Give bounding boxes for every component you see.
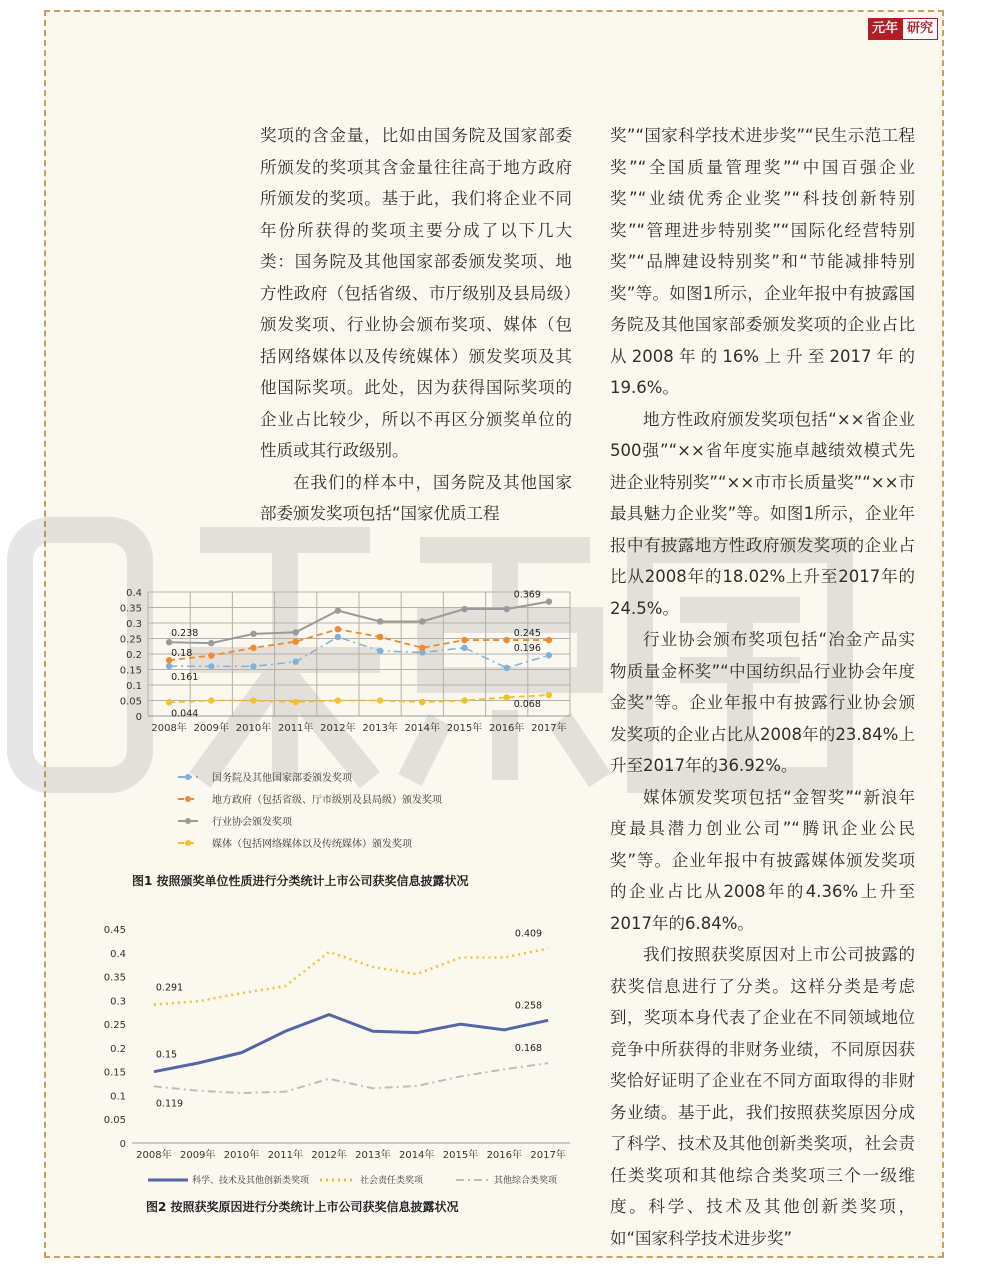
right-column (610, 120, 915, 1254)
data-point (461, 606, 467, 612)
data-point (419, 618, 425, 624)
y-tick-label: 0.45 (103, 925, 126, 936)
data-label: 0.18 (171, 648, 193, 660)
data-point (419, 645, 425, 651)
data-point (377, 618, 383, 624)
y-tick-label: 0 (135, 712, 142, 723)
figure1-caption: 图1 按照颁奖单位性质进行分类统计上市公司获奖信息披露状况 (132, 874, 469, 888)
data-point (504, 606, 510, 612)
y-tick-label: 0.05 (119, 696, 142, 708)
data-point (377, 697, 383, 703)
legend-marker (185, 818, 191, 824)
x-tick-label: 2017年 (531, 723, 567, 734)
data-label: 0.15 (155, 1049, 178, 1061)
y-tick-label: 0.4 (126, 588, 142, 599)
data-point (504, 665, 510, 671)
data-point (461, 697, 467, 703)
x-tick-label: 2016年 (486, 1150, 523, 1161)
x-tick-label: 2012年 (311, 1150, 347, 1161)
y-tick-label: 0.4 (110, 948, 126, 960)
data-point (250, 697, 256, 703)
data-label: 0.068 (513, 698, 541, 710)
data-label: 0.245 (513, 628, 541, 640)
x-tick-label: 2013年 (355, 1150, 391, 1161)
data-point (250, 631, 256, 637)
legend-label: 科学、技术及其他创新类奖项 (192, 1176, 310, 1186)
data-label: 0.168 (514, 1043, 543, 1055)
y-tick-label: 0.2 (126, 650, 142, 661)
data-point (293, 659, 299, 665)
legend-label: 行业协会颁发奖项 (212, 817, 292, 828)
x-tick-label: 2011年 (277, 723, 314, 734)
x-tick-label: 2008年 (136, 1150, 172, 1161)
data-point (166, 639, 172, 645)
y-tick-label: 0.15 (103, 1067, 126, 1079)
data-point (546, 692, 552, 698)
x-tick-label: 2010年 (223, 1150, 260, 1161)
x-tick-label: 2010年 (235, 723, 272, 734)
y-tick-label: 0.05 (103, 1115, 126, 1127)
paragraph: 奖项的含金量，比如由国务院及国家部委所颁发的奖项其含金量往往高于地方政府所颁发的奖项。基于此，我们将企业不同年份所获得的奖项主要分成了以下几大类：国务院及其他国家部委颁发奖项、地方性政府（包括省级、市厅级别及县局级）颁发奖项、行业协会颁布奖项、媒体（包括网络媒体以及传统媒体）颁发奖项及其他国际奖项。此处，因为获得国际奖项的企业占比较少，所以不再区分颁奖单位的性质或其行政级别。 (260, 126, 572, 460)
data-label: 0.119 (155, 1098, 184, 1110)
x-tick-label: 2008年 (151, 723, 187, 734)
data-point (377, 634, 383, 640)
paragraph: 地方性政府颁发奖项包括“××省企业500强”“××省年度实施卓越绩效模式先进企业特别奖”“××市市长质量奖”“××市最具魅力企业奖”等。如图1所示，企业年报中有披露地方性政府颁发奖项的企业占比从2008年的18.02%上升至2017年的24.5%。 (610, 409, 915, 618)
paragraph: 我们按照获奖原因对上市公司披露的获奖信息进行了分类。这样分类是考虑到，奖项本身代表了企业在不同领域地位竞争中所获得的非财务业绩，不同原因获奖恰好证明了企业在不同方面取得的非财务业绩。基于此，我们按照获奖原因分成了科学、技术及其他创新类奖项，社会责任类奖项和其他综合类奖项三个一级维度。科学、技术及其他创新类奖项，如“国家科学技术进步奖” (610, 945, 915, 1248)
data-point (208, 652, 214, 658)
data-label: 0.409 (514, 928, 543, 940)
x-tick-label: 2015年 (446, 723, 483, 734)
legend-label: 地方政府（包括省级、厅市级别及县局级）颁发奖项 (212, 795, 442, 806)
figure2-caption: 图2 按照获奖原因进行分类统计上市公司获奖信息披露状况 (146, 1200, 459, 1214)
legend-label: 媒体（包括网络媒体以及传统媒体）颁发奖项 (212, 839, 412, 850)
data-point (546, 637, 552, 643)
paragraph: 媒体颁发奖项包括“金智奖”“新浪年度最具潜力创业公司”“腾讯企业公民奖”等。企业年报中有披露媒体颁发奖项的企业占比从2008年的4.36%上升至2017年的6.84%。 (610, 787, 915, 933)
y-tick-label: 0.35 (119, 603, 142, 615)
y-tick-label: 0.25 (119, 634, 142, 646)
paragraph: 奖”“国家科学技术进步奖”“民生示范工程奖”“全国质量管理奖”“中国百强企业奖”“业绩优秀企业奖”“科技创新特别奖”“管理进步特别奖”“国际化经营特别奖”“品牌建设特别奖”和“节能减排特别奖”等。如图1所示，企业年报中有披露国务院及其他国家部委颁发奖项的企业占比从2008年的16%上升至2017年的19.6%。 (610, 126, 915, 397)
x-tick-label: 2009年 (179, 1150, 216, 1161)
data-label: 0.161 (171, 672, 199, 684)
data-point (461, 645, 467, 651)
series-line (154, 1015, 548, 1072)
legend-marker (185, 840, 191, 846)
figure2-chart (100, 915, 580, 1190)
figure1-chart (100, 580, 580, 850)
data-point (250, 663, 256, 669)
section-badge (868, 18, 938, 40)
data-point (335, 626, 341, 632)
data-point (250, 645, 256, 651)
badge-right: 研究 (902, 18, 938, 40)
series-line (154, 1063, 548, 1093)
data-point (377, 648, 383, 654)
data-point (335, 697, 341, 703)
x-tick-label: 2014年 (398, 1150, 435, 1161)
data-point (546, 598, 552, 604)
data-point (166, 699, 172, 705)
data-label: 0.369 (513, 589, 541, 601)
data-point (335, 634, 341, 640)
data-label: 0.258 (514, 1000, 543, 1012)
data-point (293, 699, 299, 705)
y-tick-label: 0.2 (110, 1043, 126, 1055)
x-tick-label: 2011年 (267, 1150, 304, 1161)
data-label: 0.196 (513, 643, 541, 655)
y-tick-label: 0.25 (103, 1020, 126, 1032)
legend-label: 国务院及其他国家部委颁发奖项 (212, 773, 352, 784)
y-tick-label: 0.35 (103, 972, 126, 984)
x-tick-label: 2013年 (362, 723, 398, 734)
data-label: 0.044 (171, 708, 199, 720)
y-tick-label: 0 (119, 1139, 126, 1150)
series-line (154, 948, 548, 1004)
data-point (293, 629, 299, 635)
data-point (293, 638, 299, 644)
y-tick-label: 0.15 (119, 665, 142, 677)
x-tick-label: 2012年 (320, 723, 356, 734)
data-point (419, 699, 425, 705)
x-tick-label: 2017年 (530, 1150, 566, 1161)
x-tick-label: 2016年 (488, 723, 525, 734)
left-column (260, 120, 572, 530)
data-point (335, 607, 341, 613)
x-tick-label: 2014年 (404, 723, 441, 734)
data-point (208, 640, 214, 646)
legend-marker (185, 774, 191, 780)
y-tick-label: 0.3 (110, 996, 126, 1008)
legend-label: 社会责任类奖项 (360, 1176, 424, 1186)
data-label: 0.238 (171, 628, 199, 640)
data-point (504, 694, 510, 700)
badge-left: 元年 (868, 18, 902, 40)
data-point (461, 637, 467, 643)
data-point (208, 663, 214, 669)
x-tick-label: 2009年 (193, 723, 230, 734)
legend-label: 其他综合类奖项 (494, 1176, 558, 1186)
y-tick-label: 0.1 (110, 1091, 126, 1103)
paragraph: 行业协会颁布奖项包括“冶金产品实物质量金杯奖”“中国纺织品行业协会年度金奖”等。企业年报中有披露行业协会颁发奖项的企业占比从2008年的23.84%上升至2017年的36.92%。 (610, 630, 915, 775)
data-label: 0.291 (155, 982, 184, 994)
data-point (166, 663, 172, 669)
x-tick-label: 2015年 (442, 1150, 479, 1161)
data-point (546, 652, 552, 658)
paragraph: 在我们的样本中，国务院及其他国家部委颁发奖项包括“国家优质工程 (260, 472, 572, 523)
data-point (504, 637, 510, 643)
legend-marker (185, 796, 191, 802)
y-tick-label: 0.1 (126, 681, 142, 692)
y-tick-label: 0.3 (126, 619, 142, 630)
data-point (208, 697, 214, 703)
